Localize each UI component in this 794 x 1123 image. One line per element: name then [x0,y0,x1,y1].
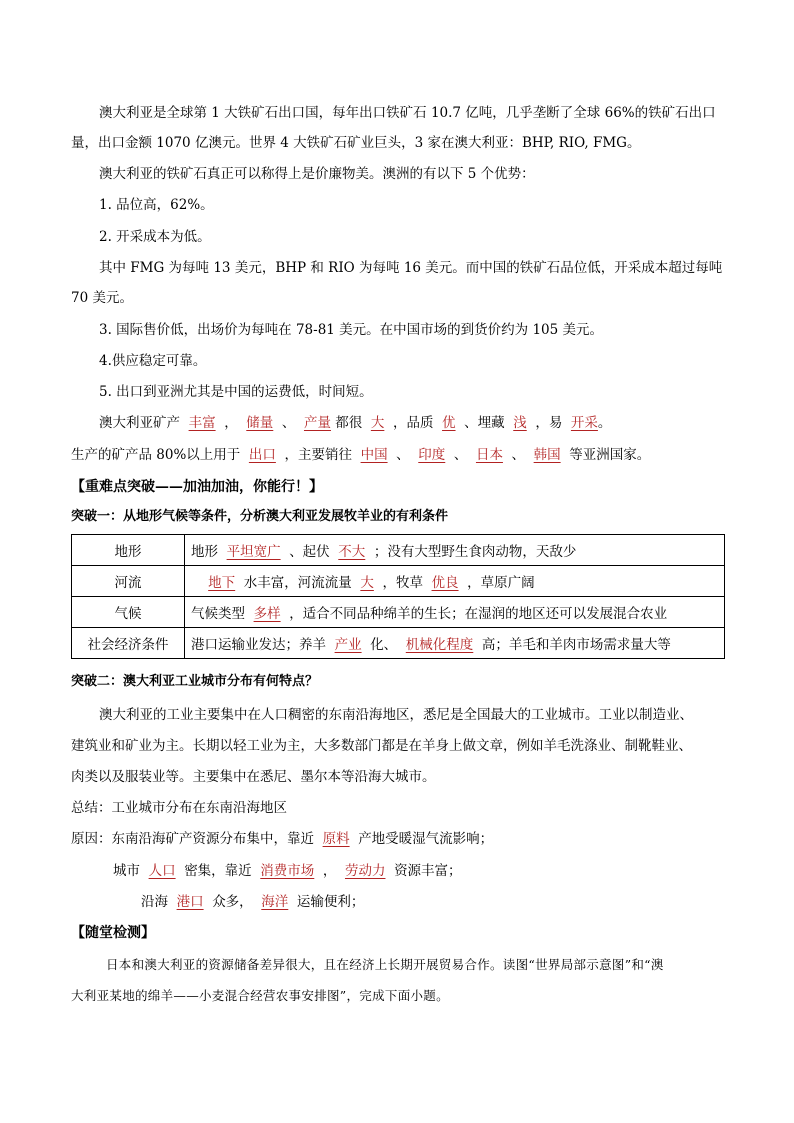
text: 、 [453,447,468,463]
answer-blank: 产业 [334,637,362,653]
breakthrough-1-title: 突破一：从地形气候等条件，分析澳大利亚发展牧羊业的有利条件 [71,509,449,524]
table-row [72,597,725,628]
text: ， [224,415,238,431]
text: 资源丰富； [394,863,462,879]
row-content [185,628,725,659]
answer-blank: 印度 [418,447,446,463]
cost-paragraph-line-1: 其中 FMG 为每吨 13 美元，BHP 和 RIO 为每吨 16 美元。而中国的铁矿石品位低，开采成本超过每吨 [99,260,723,276]
text: 、 [396,447,410,463]
answer-blank: 不大 [338,544,366,560]
text: ，易 [535,415,563,431]
advantage-item-4: 4.供应稳定可靠。 [99,353,207,369]
answer-blank: 劳动力 [344,863,386,879]
text: 产地受暖湿气流影响； [358,831,494,847]
answer-blank: 出口 [248,447,276,463]
industry-paragraph-line-3: 肉类以及服装业等。主要集中在悉尼、墨尔本等沿海大城市。 [71,769,436,785]
text: 澳大利亚矿产 [99,415,180,431]
text: 、埋藏 [464,415,505,431]
row-label: 社会经济条件 [72,628,185,659]
answer-blank: 优良 [431,575,459,591]
answer-blank: 地下 [208,575,236,591]
text: 、 [511,447,526,463]
text: 都很 [335,415,363,431]
answer-blank: 丰富 [188,415,216,431]
text: 地形 [191,544,218,560]
answer-blank: 储量 [246,415,274,431]
industry-paragraph-line-1: 澳大利亚的工业主要集中在人口稠密的东南沿海地区，悉尼是全国最大的工业城市。工业以制造业、 [99,707,693,723]
text: ，牧草 [382,575,423,591]
answer-blank: 海洋 [261,894,289,910]
answer-blank: 原料 [322,831,350,847]
mineral-sentence-2 [71,445,650,465]
section-heading-quiz: 【随堂检测】 [71,925,155,941]
text: 城市 [113,863,140,879]
text: 。 [597,415,612,431]
answer-blank: 机械化程度 [405,637,474,653]
row-content [185,566,725,597]
answer-blank: 日本 [475,447,503,463]
reason-line-3 [141,892,364,912]
table-row [72,566,725,597]
text: ， [322,863,337,879]
text: 、 [281,415,296,431]
table-row [72,628,725,659]
text: ，适合不同品种绵羊的生长；在湿润的地区还可以发展混合农业 [289,606,668,622]
advantage-item-5: 5. 出口到亚洲尤其是中国的运费低，时间短。 [99,384,373,400]
row-label: 河流 [72,566,185,597]
answer-blank: 平坦宽广 [226,544,281,560]
reason-line-1 [71,829,493,849]
text: 气候类型 [191,606,245,622]
answer-blank: 消费市场 [260,863,315,879]
text: 原因：东南沿海矿产资源分布集中，靠近 [71,831,314,847]
text: 等亚洲国家。 [569,447,651,463]
text: 众多， [212,894,253,910]
text: 生产的矿产品 80%以上用于 [71,447,241,463]
answer-blank: 多样 [253,606,281,622]
breakthrough-2-title: 突破二：澳大利亚工业城市分布有何特点？ [71,674,319,689]
text: ，主要销往 [284,447,352,463]
sheep-conditions-table [71,534,725,659]
answer-blank: 韩国 [533,447,561,463]
row-label: 地形 [72,535,185,566]
answer-blank: 产量 [303,415,331,431]
text: ，品质 [392,415,434,431]
row-content [185,535,725,566]
advantage-item-2: 2. 开采成本为低。 [99,229,211,245]
advantage-item-1: 1. 品位高，62%。 [99,197,214,213]
text: 运输便利； [296,894,365,910]
text: 化、 [370,637,398,653]
answer-blank: 浅 [513,415,527,431]
answer-blank: 人口 [148,863,176,879]
intro-paragraph-1-line-2: 量，出口金额 1070 亿澳元。世界 4 大铁矿石矿业巨头，3 家在澳大利亚：BHP, RIO, FMG。 [71,135,641,151]
answer-blank: 大 [370,415,385,431]
answer-blank: 港口 [176,894,204,910]
text: 沿海 [141,894,168,910]
reason-line-2 [113,861,462,881]
text: 水丰富，河流流量 [243,575,352,591]
summary-line: 总结：工业城市分布在东南沿海地区 [71,800,287,816]
text: ；没有大型野生食肉动物，天敌少 [373,544,577,560]
row-label: 气候 [72,597,185,628]
answer-blank: 优 [442,415,456,431]
table-row [72,535,725,566]
quiz-question-line-2: 大利亚某地的绵羊——小麦混合经营农事安排图”，完成下面小题。 [71,988,449,1003]
cost-paragraph-line-2: 70 美元。 [71,290,133,306]
section-heading-breakthrough: 【重难点突破——加油加油，你能行！】 [71,479,323,495]
mineral-sentence-1 [99,413,611,433]
text: 密集，靠近 [184,863,252,879]
answer-blank: 中国 [360,447,388,463]
text: 港口运输业发达；养羊 [191,637,326,653]
industry-paragraph-line-2: 建筑业和矿业为主。长期以轻工业为主，大多数部门都是在羊身上做文章，例如羊毛洗涤业、制靴鞋业、 [71,738,692,754]
intro-paragraph-2: 澳大利亚的铁矿石真正可以称得上是价廉物美。澳洲的有以下 5 个优势： [99,166,535,182]
answer-blank: 开采 [570,415,598,431]
answer-blank: 大 [360,575,374,591]
row-content [185,597,725,628]
text: ，草原广阔 [467,575,535,591]
intro-paragraph-1-line-1: 澳大利亚是全球第 1 大铁矿石出口国，每年出口铁矿石 10.7 亿吨，几乎垄断了全球 66%的铁矿石出口 [99,105,716,121]
advantage-item-3: 3. 国际售价低，出场价为每吨在 78-81 美元。在中国市场的到货价约为 105 美元。 [99,322,604,338]
text: 高；羊毛和羊肉市场需求量大等 [481,637,671,653]
quiz-question-line-1: 日本和澳大利亚的资源储备差异很大，且在经济上长期开展贸易合作。读图“世界局部示意图”和“澳 [106,957,664,972]
text: 、起伏 [289,544,330,560]
